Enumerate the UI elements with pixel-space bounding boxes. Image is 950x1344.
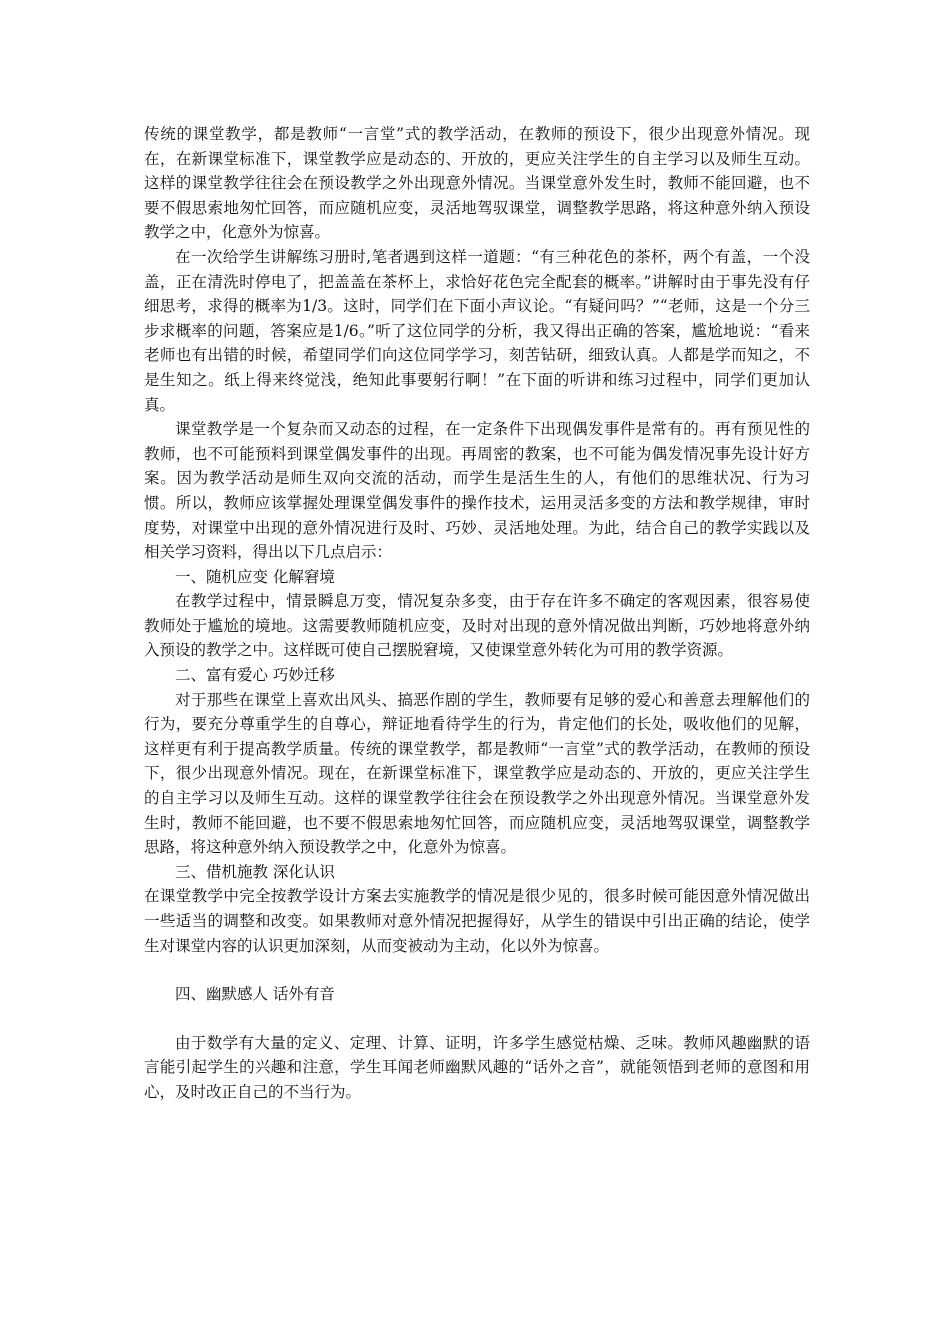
intro-paragraph: 传统的课堂教学，都是教师“一言堂”式的教学活动，在教师的预设下，很少出现意外情况。现在，在新课堂标准下，课堂教学应是动态的、开放的，更应关注学生的自主学习以及师生互动。这样的课堂教学往往会在预设教学之外出现意外情况。当课堂意外发生时，教师不能回避，也不要不假思索地匆忙回答，而应随机应变，灵活地驾驭课堂，调整教学思路，将这种意外纳入预设教学之中，化意外为惊喜。	[144, 125, 810, 242]
section-3-body: 在课堂教学中完全按教学设计方案去实施教学的情况是很少见的，很多时候可能因意外情况做出一些适当的调整和改变。如果教师对意外情况把握得好，从学生的错误中引出正确的结论，使学生对课堂内容的认识更加深刻，从而变被动为主动，化以外为惊喜。	[144, 887, 810, 955]
overview-paragraph: 课堂教学是一个复杂而又动态的过程，在一定条件下出现偶发事件是常有的。再有预见性的教师，也不可能预料到课堂偶发事件的出现。再周密的教案，也不可能为偶发情况事先设计好方案。因为教学活动是师生双向交流的活动，而学生是活生生的人，有他们的思维状况、行为习惯。所以，教师应该掌握处理课堂偶发事件的操作技术，运用灵活多变的方法和教学规律，审时度势，对课堂中出现的意外情况进行及时、巧妙、灵活地处理。为此，结合自己的教学实践以及相关学习资料，得出以下几点启示：	[144, 420, 810, 562]
example-paragraph: 在一次给学生讲解练习册时,笔者遇到这样一道题：“有三种花色的茶杯，两个有盖，一个没盖，正在清洗时停电了，把盖盖在茶杯上，求恰好花色完全配套的概率。”讲解时由于事先没有仔细思考，求得的概率为1/3。这时，同学们在下面小声议论。“有疑问吗？”“老师，这是一个分三步求概率的问题，答案应是1/6。”听了这位同学的分析，我又得出正确的答案，尴尬地说：“看来老师也有出错的时候，希望同学们向这位同学学习，刻苦钻研，细致认真。人都是学而知之，不是生知之。纸上得来终觉浅，绝知此事要躬行啊！”在下面的听讲和练习过程中，同学们更加认真。	[144, 247, 810, 414]
section-2-body: 对于那些在课堂上喜欢出风头、搞恶作剧的学生，教师要有足够的爱心和善意去理解他们的行为，要充分尊重学生的自尊心，辩证地看待学生的行为，肯定他们的长处，吸收他们的见解，这样更有利于提高教学质量。传统的课堂教学，都是教师“一言堂”式的教学活动，在教师的预设下，很少出现意外情况。现在，在新课堂标准下，课堂教学应是动态的、开放的，更应关注学生的自主学习以及师生互动。这样的课堂教学往往会在预设教学之外出现意外情况。当课堂意外发生时，教师不能回避，也不要不假思索地匆忙回答，而应随机应变，灵活地驾驭课堂，调整教学思路，将这种意外纳入预设教学之中，化意外为惊喜。	[144, 690, 810, 857]
section-2-heading: 二、富有爱心 巧妙迁移	[175, 666, 335, 685]
document-page	[144, 122, 810, 1105]
section-4-heading: 四、幽默感人 话外有音	[175, 985, 335, 1004]
section-1-heading: 一、随机应变 化解窘境	[175, 567, 335, 586]
section-1-body: 在教学过程中，情景瞬息万变，情况复杂多变，由于存在许多不确定的客观因素，很容易使教师处于尴尬的境地。这需要教师随机应变，及时对出现的意外情况做出判断，巧妙地将意外纳入预设的教学之中。这样既可使自己摆脱窘境，又使课堂意外转化为可用的教学资源。	[144, 592, 810, 660]
section-3-heading: 三、借机施教 深化认识	[175, 862, 335, 881]
section-4-body: 由于数学有大量的定义、定理、计算、证明，许多学生感觉枯燥、乏味。教师风趣幽默的语言能引起学生的兴趣和注意，学生耳闻老师幽默风趣的“话外之音”，就能领悟到老师的意图和用心，及时改正自己的不当行为。	[144, 1033, 810, 1101]
